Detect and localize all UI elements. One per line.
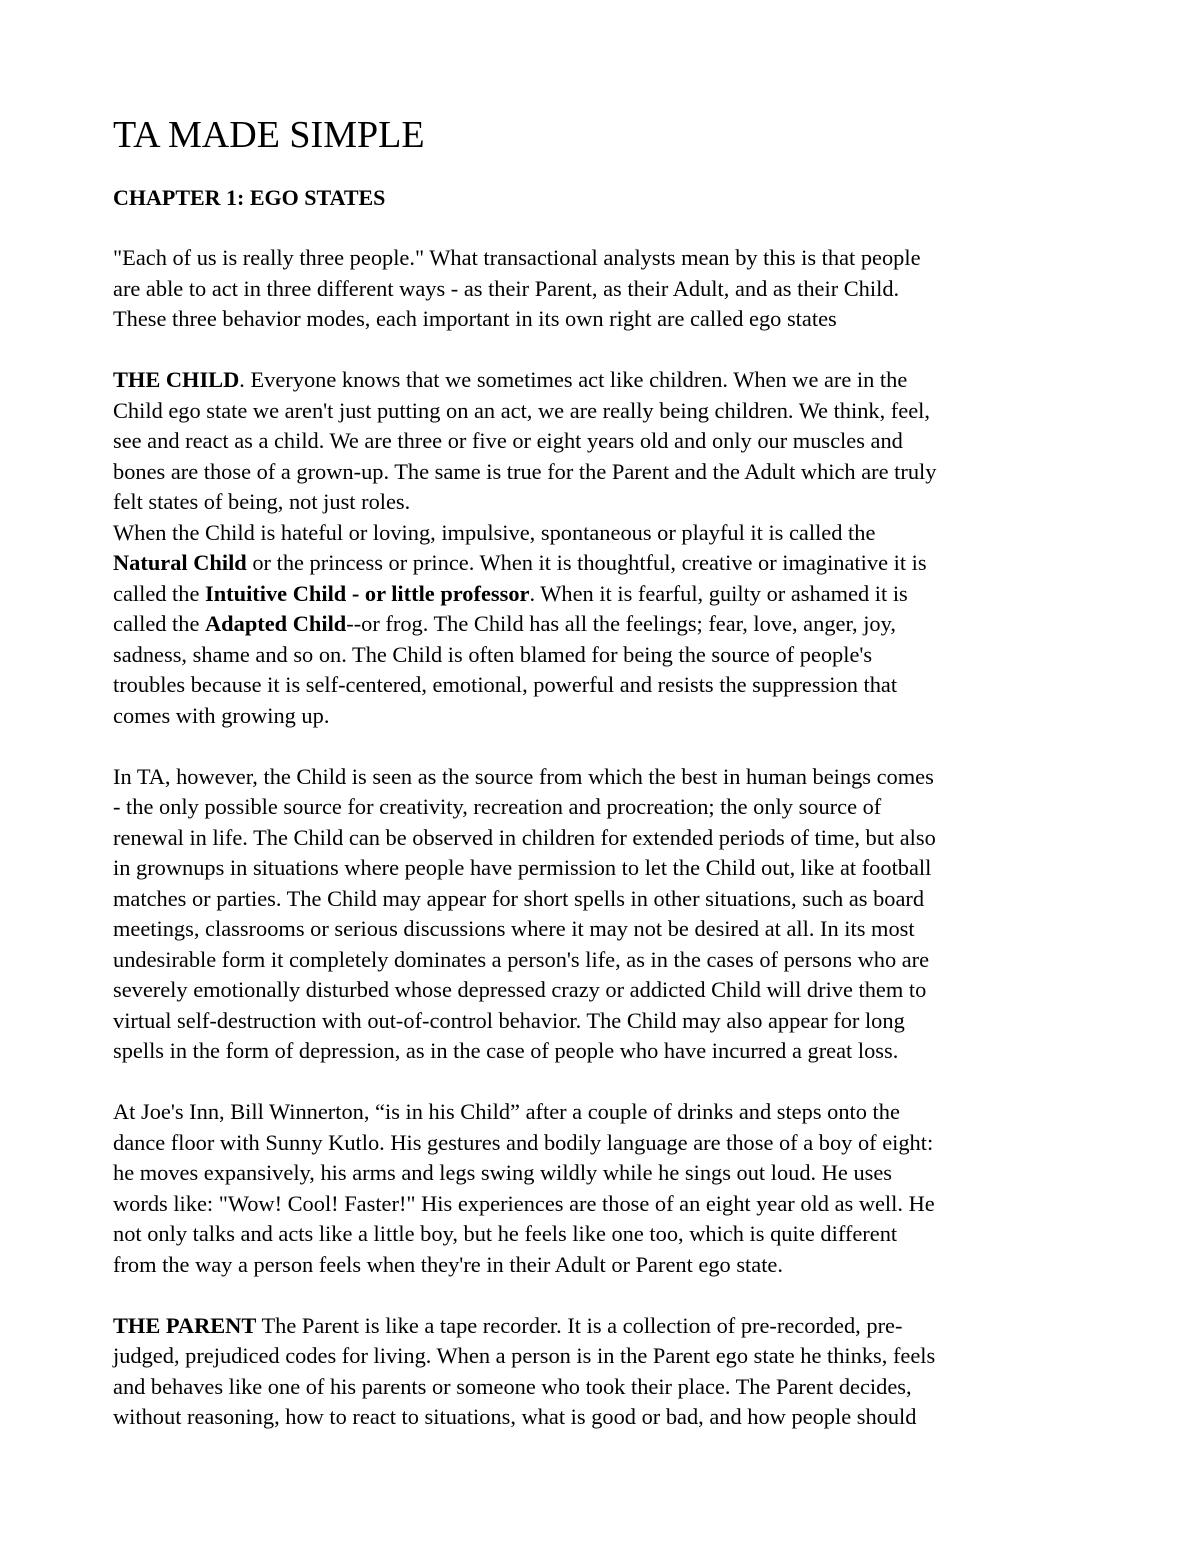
child-types-line: Natural Child or the princess or prince. When it is thoughtful, creative or imaginative it is bbox=[113, 550, 927, 575]
example-line: words like: "Wow! Cool! Faster!" His experiences are those of an eight year old as well. He bbox=[113, 1190, 935, 1216]
example-line: from the way a person feels when they're in their Adult or Parent ego state. bbox=[113, 1251, 783, 1277]
ta-view-line: in grownups in situations where people have permission to let the Child out, like at football bbox=[113, 855, 932, 880]
intro-line: These three behavior modes, each important in its own right are called ego states bbox=[113, 306, 837, 331]
adapted-child-term: Adapted Child bbox=[205, 611, 347, 636]
document-page bbox=[113, 110, 1093, 1433]
parent-line: THE PARENT The Parent is like a tape recorder. It is a collection of pre-recorded, pre- bbox=[113, 1312, 903, 1338]
parent-heading: THE PARENT bbox=[113, 1312, 257, 1338]
child-types-line: called the Intuitive Child - or little professor. When it is fearful, guilty or ashamed it is bbox=[113, 580, 908, 606]
intro-line: "Each of us is really three people." What transactional analysts mean by this is that people bbox=[113, 245, 921, 270]
example-line: not only talks and acts like a little boy, but he feels like one too, which is quite different bbox=[113, 1221, 898, 1246]
child-types-line: sadness, shame and so on. The Child is often blamed for being the source of people's bbox=[113, 641, 873, 667]
intuitive-child-term: Intuitive Child - or little professor bbox=[205, 580, 530, 606]
natural-child-term: Natural Child bbox=[113, 550, 247, 575]
child-line: Child ego state we aren't just putting on an act, we are really being children. We think, feel, bbox=[113, 397, 930, 423]
ta-view-line: matches or parties. The Child may appear for short spells in other situations, such as board bbox=[113, 885, 925, 911]
chapter-heading: CHAPTER 1: EGO STATES bbox=[113, 185, 386, 210]
child-line: bones are those of a grown-up. The same is true for the Parent and the Adult which are truly bbox=[113, 458, 937, 484]
ta-view-line: undesirable form it completely dominates a person's life, as in the cases of persons who are bbox=[113, 946, 930, 972]
parent-line: judged, prejudiced codes for living. When a person is in the Parent ego state he thinks, feels bbox=[113, 1343, 936, 1368]
child-line bbox=[113, 365, 1093, 396]
child-line: felt states of being, not just roles. bbox=[113, 489, 411, 514]
parent-paragraph bbox=[113, 1311, 1093, 1433]
example-line: dance floor with Sunny Kutlo. His gestures and bodily language are those of a boy of eight: bbox=[113, 1129, 934, 1155]
child-types-line: When the Child is hateful or loving, impulsive, spontaneous or playful it is called the bbox=[113, 519, 876, 545]
intro-line: are able to act in three different ways - as their Parent, as their Adult, and as their Child. bbox=[113, 275, 900, 301]
ta-view-line: spells in the form of depression, as in the case of people who have incurred a great loss. bbox=[113, 1038, 899, 1063]
ta-view-line: meetings, classrooms or serious discussions where it may not be desired at all. In its most bbox=[113, 916, 915, 941]
ta-view-paragraph bbox=[113, 762, 1093, 1067]
parent-line: without reasoning, how to react to situations, what is good or bad, and how people should bbox=[113, 1404, 917, 1429]
ta-view-line: In TA, however, the Child is seen as the source from which the best in human beings comes bbox=[113, 763, 934, 789]
child-types-line: troubles because it is self-centered, emotional, powerful and resists the suppression that bbox=[113, 672, 898, 697]
child-paragraph bbox=[113, 365, 1093, 518]
example-line: he moves expansively, his arms and legs swing wildly while he sings out loud. He uses bbox=[113, 1160, 893, 1185]
ta-view-line: severely emotionally disturbed whose depressed crazy or addicted Child will drive them to bbox=[113, 977, 927, 1002]
child-heading: THE CHILD bbox=[113, 367, 240, 392]
ta-view-line: - the only possible source for creativity, recreation and procreation; the only source of bbox=[113, 794, 882, 819]
example-paragraph bbox=[113, 1097, 1093, 1280]
example-line: At Joe's Inn, Bill Winnerton, “is in his Child” after a couple of drinks and steps onto the bbox=[113, 1099, 900, 1124]
child-line-text: . Everyone knows that we sometimes act like children. When we are in the bbox=[239, 367, 908, 392]
parent-line: and behaves like one of his parents or someone who took their place. The Parent decides, bbox=[113, 1373, 912, 1399]
child-types-line: comes with growing up. bbox=[113, 702, 330, 728]
child-line: see and react as a child. We are three or five or eight years old and only our muscles and bbox=[113, 428, 903, 453]
document-title: TA MADE SIMPLE bbox=[113, 114, 425, 156]
ta-view-line: renewal in life. The Child can be observed in children for extended periods of time, but also bbox=[113, 824, 936, 850]
child-types-paragraph bbox=[113, 518, 1093, 732]
intro-paragraph bbox=[113, 243, 1093, 335]
child-types-line: called the Adapted Child--or frog. The Child has all the feelings; fear, love, anger, joy, bbox=[113, 611, 896, 636]
ta-view-line: virtual self-destruction with out-of-control behavior. The Child may also appear for long bbox=[113, 1007, 905, 1033]
